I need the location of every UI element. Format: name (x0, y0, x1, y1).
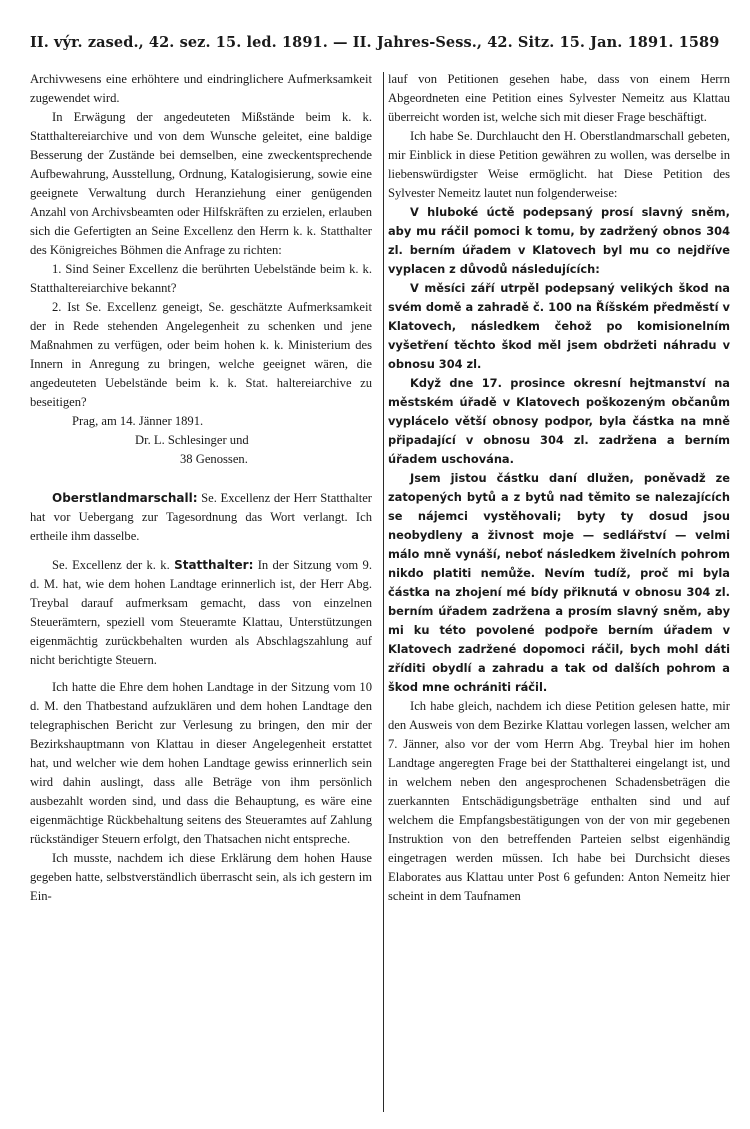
petition-paragraph-3: Když dne 17. prosince okresní hejtmanství na městském úřadě v Klatovech poškozeným občanům vyplácelo větší obnosy podpor, byla částka na mně připadající v obnosu 304 zl. zadržena a berním úřadem uschována. (388, 376, 730, 466)
left-paragraph-5: Ich hatte die Ehre dem hohen Landtage in der Sitzung vom 10 d. M. den Thatbestand aufzuklären und dem hohen Landtage den telegraphischen Bericht zur Verlesung zu bringen, den mir der Bezirkshauptmann von Klattau in dieser Angelegenheit erstattet hat, und welcher wie dem hohen Landtage gewiss erinnerlich sein wird dahin auslingt, dass alle Beträge von ihm persönlich ausbezahlt worden sind, und dass die Behauptung, es wäre eine eigenmächtige Rückbehaltung seitens des Steueramtes auf Zahlung rückständiger Steuern erfolgt, den Thatsachen nicht entspreche. (30, 680, 372, 846)
left-question-1: 1. Sind Seiner Excellenz die berührten Uebelstände beim k. k. Statthaltereiarchive bekannt? (30, 262, 372, 295)
left-paragraph-3-text: Se. Excellenz der Herr Statthalter hat vor Uebergang zur Tagesordnung das Wort verlangt. Ich ertheile ihm dasselbe. (30, 491, 372, 543)
left-paragraph-4-pre: Se. Excellenz der k. k. (52, 558, 170, 572)
left-paragraph-6: Ich musste, nachdem ich diese Erklärung dem hohen Hause gegeben hatte, selbstverständlich überrascht sein, als ich gestern im Ein- (30, 851, 372, 903)
left-date: Prag, am 14. Jänner 1891. (72, 414, 204, 428)
signature-line-2: 38 Genossen. (180, 452, 248, 466)
left-paragraph-1: Archivwesens eine erhöhtere und eindringlichere Aufmerksamkeit zugewendet wird. (30, 72, 372, 105)
left-question-2: 2. Ist Se. Excellenz geneigt, Se. geschätzte Aufmerksamkeit der in Rede stehenden Angelegenheit zu schenken und jene Maßnahmen zu verfügen, oder beim hohen k. k. Ministerium des Innern in Anregung zu bringen, welche geeignet wären, die angedeuteten Uebelstände beim k. k. Stat. haltereiarchive zu beseitigen? (30, 300, 372, 409)
speaker-statthalter: Statthalter: (174, 558, 254, 572)
spacer (30, 670, 372, 678)
left-paragraph-4 (30, 556, 372, 670)
right-paragraph-1: lauf von Petitionen gesehen habe, dass von einem Herrn Abgeordneten eine Petition eines Sylvester Nemeitz aus Klattau überreicht worden ist, welche sich mit dieser Frage beschäftigt. (388, 72, 730, 124)
left-paragraph-3 (30, 489, 372, 546)
left-paragraph-4-text: In der Sitzung vom 9. d. M. hat, wie dem hohen Landtage erinnerlich ist, der Herr Abg. Treybal darauf aufmerksam gemacht, dass von einzelnen Steuerämtern, speziell vom Steueramte Klattau, Unterstützungen eigenmächtig zurückbehalten wurden als Abschlagszahlung auf nicht berichtigte Steuern. (30, 558, 372, 667)
spacer (30, 546, 372, 556)
right-paragraph-2: Ich habe Se. Durchlaucht den H. Oberstlandmarschall gebeten, mir Einblick in diese Petition gewähren zu wollen, was derselbe in liebenswürdigster Weise ermöglicht. hat Diese Petition des Sylvester Nemeitz lautet nun folgenderweise: (388, 129, 730, 200)
left-paragraph-2: In Erwägung der angedeuteten Mißstände beim k. k. Statthaltereiarchive und von dem Wunsche geleitet, eine baldige Besserung der Zustände bei demselben, eine zweckentsprechende Aufbewahrung, Ausstellung, Ordnung, Katalogisierung, sowie eine geeignete Verwaltung durch Heranziehung einer genügenden Anzahl von Archivsbeamten oder Hilfskräften zu erzielen, erlauben sich die Gefertigten an Seine Excellenz den Herrn k. k. Statthalter des Königreiches Böhmen die Anfrage zu richten: (30, 110, 372, 257)
signature-line-1: Dr. L. Schlesinger und (135, 433, 249, 447)
petition-paragraph-4: Jsem jistou částku daní dlužen, poněvadž ze zatopených bytů a z bytů nad těmito se nalezajících se nájemci vystěhovali; byty ty dosud jsou neobydleny a živnost moje — sedlářství — velmi málo mně vynáší, neboť následkem živelních pohrom nikdo platiti nemůže. Nevím tudíž, proč mi byla částka na zhojení mé bídy přiknutá v obnosu 304 zl. berním úřadem zadržena a prosím slavný sněm, aby mi ku této povolené podpoře berním úřadem v Klatovech zadržené dopomoci ráčil, bych mohl dáti zříditi obydlí a zahradu a tak od dalších pohrom a škod mne ochrániti ráčil. (388, 471, 730, 694)
petition-paragraph-1: V hluboké úctě podepsaný prosí slavný sněm, aby mu ráčil pomoci k tomu, by zadržený obnos 304 zl. berním úřadem v Klatovech byl mu co nejdříve vyplacen z důvodů následujících: (388, 205, 730, 276)
right-paragraph-3: Ich habe gleich, nachdem ich diese Petition gelesen hatte, mir den Ausweis von dem Bezirke Klattau vorlegen lassen, welcher am 7. Jänner, also vor der vom Herrn Abg. Treybal hier im hohen Landtage angeregten Frage bei der Statthalterei eingelangt ist, und in welchem neben den angesprochenen Schadensbeträgen die zuerkannten Entschädigungsbeträge enthalten sind und auf welchem die Empfangsbestätigungen von der von mir gegebenen Instruktion von den betreffenden Parteien selbst eigenhändig eingetragen werden müssen. Ich habe bei Durchsicht dieses Elaborates aus Klattau unter Post 6 gefunden: Anton Nemeitz hier scheint in dem Taufnamen (388, 699, 730, 903)
text-columns (30, 70, 730, 906)
petition-paragraph-2: V měsíci září utrpěl podepsaný velikých škod na svém domě a zahradě č. 100 na Říšském předměstí v Klatovech, následkem čehož po komisionelním vyšetření těchto škod měl jsem obdržeti náhradu v obnosu 304 zl. (388, 281, 730, 371)
speaker-oberstlandmarschall: Oberstlandmarschall: (52, 491, 198, 505)
page-header: II. výr. zased., 42. sez. 15. led. 1891. — II. Jahres-Sess., 42. Sitz. 15. Jan. 1891. 1589 (30, 34, 720, 51)
right-column (388, 70, 730, 906)
spacer (30, 469, 372, 489)
left-column (30, 70, 372, 906)
